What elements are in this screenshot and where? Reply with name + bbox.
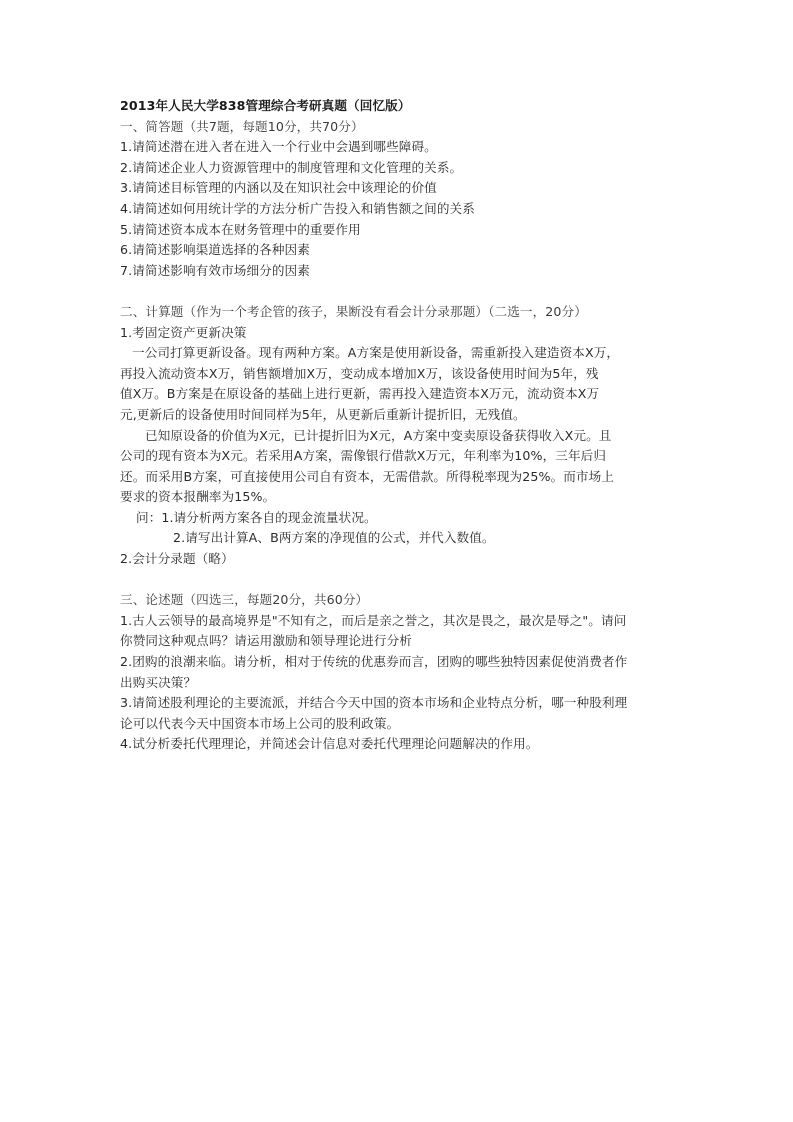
document-title: 2013年人民大学838管理综合考研真题（回忆版） bbox=[120, 98, 411, 113]
spacer bbox=[120, 281, 650, 302]
calc-paragraph-line: 再投入流动资本X万，销售额增加X万，变动成本增加X万，该设备使用时间为5年，残 bbox=[120, 365, 599, 381]
calc-question-2-title: 2.会计分录题（略） bbox=[120, 551, 234, 567]
calc-ask-2: 2.请写出计算A、B两方案的净现值的公式，并代入数值。 bbox=[173, 530, 495, 546]
calc-paragraph-line: 还。而采用B方案，可直接使用公司自有资本，无需借款。所得税率现为25%。而市场上 bbox=[120, 468, 615, 484]
section-3-heading: 三、论述题（四选三，每题20分，共60分） bbox=[120, 592, 369, 608]
short-answer-question: 3.请简述目标管理的内涵以及在知识社会中该理论的价值 bbox=[120, 180, 437, 196]
calc-ask-1: 问：1.请分析两方案各自的现金流量状况。 bbox=[136, 509, 377, 525]
short-answer-question: 7.请简述影响有效市场细分的因素 bbox=[120, 262, 310, 278]
calc-paragraph-line: 值X万。B方案是在原设备的基础上进行更新，需再投入建造资本X万元，流动资本X万 bbox=[120, 386, 600, 402]
calc-paragraph-line: 已知原设备的价值为X元，已计提折旧为X元，A方案中变卖原设备获得收入X元。且 bbox=[145, 427, 612, 443]
calc-paragraph-line: 元,更新后的设备使用时间同样为5年，从更新后重新计提折旧，无残值。 bbox=[120, 406, 526, 422]
essay-line: 2.团购的浪潮来临。请分析，相对于传统的优惠券而言，团购的哪些独特因素促使消费者作 bbox=[120, 654, 628, 670]
section-2-heading: 二、计算题（作为一个考企管的孩子，果断没有看会计分录那题）（二选一，20分） bbox=[120, 303, 587, 319]
document-page bbox=[120, 96, 650, 755]
short-answer-question: 2.请简述企业人力资源管理中的制度管理和文化管理的关系。 bbox=[120, 159, 463, 175]
section-1-heading: 一、简答题（共7题，每题10分，共70分） bbox=[120, 118, 364, 134]
calc-paragraph-line: 一公司打算更新设备。现有两种方案。A方案是使用新设备，需重新投入建造资本X万， bbox=[132, 345, 620, 361]
essay-line: 1.古人云领导的最高境界是"不知有之，而后是亲之誉之，其次是畏之，最次是辱之"。请问 bbox=[120, 612, 627, 628]
essay-line: 论可以代表今天中国资本市场上公司的股利政策。 bbox=[120, 715, 400, 731]
calc-paragraph-line: 公司的现有资本为X元。若采用A方案，需像银行借款X万元，年利率为10%，三年后归 bbox=[120, 448, 607, 464]
calc-paragraph-line: 要求的资本报酬率为15%。 bbox=[120, 489, 276, 505]
essay-line: 3.请简述股利理论的主要流派，并结合今天中国的资本市场和企业特点分析，哪一种股利理 bbox=[120, 695, 628, 711]
short-answer-question: 4.请简述如何用统计学的方法分析广告投入和销售额之间的关系 bbox=[120, 200, 475, 216]
short-answer-question: 1.请简述潜在进入者在进入一个行业中会遇到哪些障碍。 bbox=[120, 139, 437, 155]
essay-line: 4.试分析委托代理理论，并简述会计信息对委托代理理论问题解决的作用。 bbox=[120, 736, 539, 752]
spacer bbox=[120, 570, 650, 591]
calc-question-1-title: 1.考固定资产更新决策 bbox=[120, 324, 247, 340]
short-answer-question: 5.请简述资本成本在财务管理中的重要作用 bbox=[120, 221, 361, 237]
essay-line: 出购买决策？ bbox=[120, 674, 197, 690]
short-answer-question: 6.请简述影响渠道选择的各种因素 bbox=[120, 242, 310, 258]
essay-line: 你赞同这种观点吗？请运用激励和领导理论进行分析 bbox=[120, 633, 412, 649]
